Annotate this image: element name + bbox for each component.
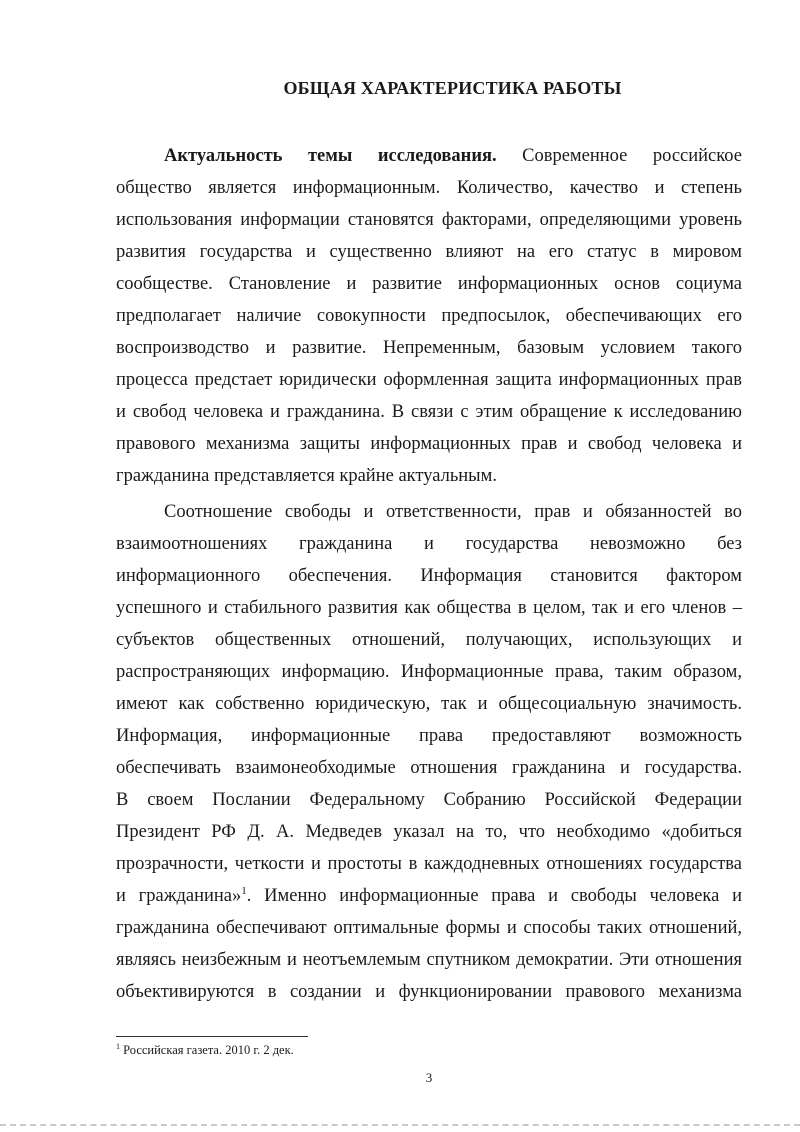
- paragraph-line: распространяющих информацию. Информационные права, таким образом,: [116, 662, 742, 682]
- paragraph-line: гражданина представляется крайне актуальным.: [116, 466, 497, 486]
- page-bottom-edge: [0, 1124, 800, 1126]
- paragraph-line: предполагает наличие совокупности предпосылок, обеспечивающих его: [116, 306, 742, 326]
- paragraph-line: правового механизма защиты информационных прав и свобод человека и: [116, 434, 742, 454]
- paragraph-line: являясь неизбежным и неотъемлемым спутником демократии. Эти отношения: [116, 950, 742, 970]
- paragraph-line: прозрачности, четкости и простоты в каждодневных отношениях государства: [116, 854, 742, 874]
- paragraph-line: сообществе. Становление и развитие информационных основ социума: [116, 274, 742, 294]
- paragraph-line: [164, 145, 742, 167]
- paragraph-line: успешного и стабильного развития как общества в целом, так и его членов –: [116, 598, 742, 618]
- paragraph-line: имеют как собственно юридическую, так и общесоциальную значимость.: [116, 694, 742, 714]
- paragraph-line: развития государства и существенно влияют на его статус в мировом: [116, 242, 742, 262]
- paragraph-line: общество является информационным. Количество, качество и степень: [116, 178, 742, 198]
- footnote-divider: [116, 1036, 308, 1037]
- paragraph-line: и свобод человека и гражданина. В связи с этим обращение к исследованию: [116, 402, 742, 422]
- page-heading: ОБЩАЯ ХАРАКТЕРИСТИКА РАБОТЫ: [283, 78, 622, 98]
- lead-bold-text: Актуальность темы исследования.: [164, 146, 497, 166]
- page-number: 3: [425, 1070, 433, 1085]
- paragraph-line: взаимоотношениях гражданина и государства невозможно без: [116, 534, 742, 554]
- paragraph-line: объективируются в создании и функционировании правового механизма: [116, 982, 742, 1002]
- paragraph-line: В своем Послании Федеральному Собранию Российской Федерации: [116, 790, 742, 810]
- footnote-text: Российская газета. 2010 г. 2 дек.: [120, 1043, 294, 1057]
- paragraph-line: гражданина обеспечивают оптимальные формы и способы таких отношений,: [116, 918, 742, 938]
- paragraph-line: информационного обеспечения. Информация становится фактором: [116, 566, 742, 586]
- line-text: Современное российское: [522, 146, 742, 166]
- line-text: . Именно информационные права и свободы человека и: [246, 886, 742, 906]
- paragraph-line: процесса предстает юридически оформленная защита информационных прав: [116, 370, 742, 390]
- paragraph-line: [116, 885, 742, 907]
- paragraph-line: Соотношение свободы и ответственности, прав и обязанностей во: [164, 502, 742, 522]
- paragraph-line: использования информации становятся факторами, определяющими уровень: [116, 210, 742, 230]
- paragraph-line: Информация, информационные права предоставляют возможность: [116, 726, 742, 746]
- paragraph-line: Президент РФ Д. А. Медведев указал на то, что необходимо «добиться: [116, 822, 742, 842]
- footnote: [116, 1042, 294, 1058]
- paragraph-line: обеспечивать взаимонеобходимые отношения гражданина и государства.: [116, 758, 742, 778]
- line-text: и гражданина»: [116, 886, 242, 906]
- footnote-reference[interactable]: 1: [241, 884, 247, 897]
- footnote-marker: 1: [116, 1041, 120, 1051]
- paragraph-line: субъектов общественных отношений, получающих, использующих и: [116, 630, 742, 650]
- paragraph-line: воспроизводство и развитие. Непременным, базовым условием такого: [116, 338, 742, 358]
